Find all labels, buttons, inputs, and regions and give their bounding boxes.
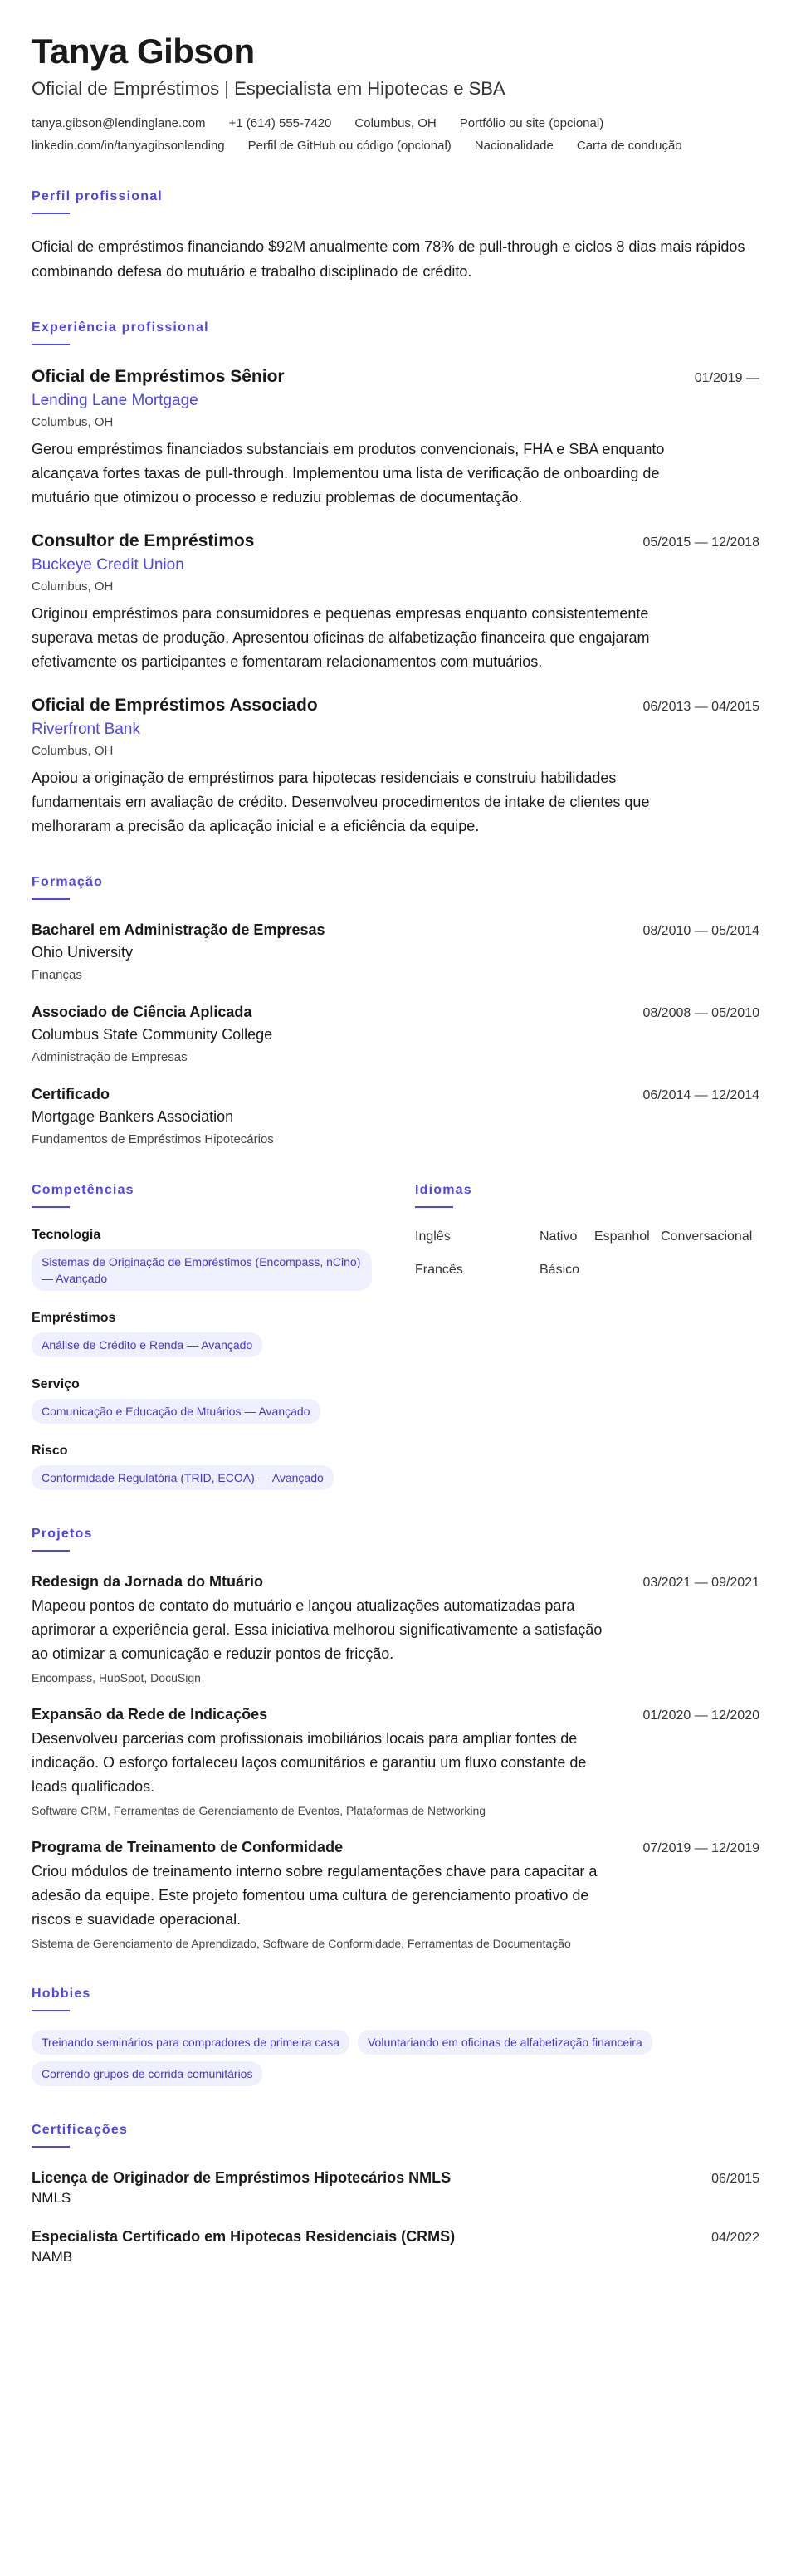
section-divider — [32, 1550, 70, 1552]
skill-group-label: Tecnologia — [32, 1228, 101, 1243]
skill-group — [32, 1444, 380, 1490]
project-title: Redesign da Jornada do Mtuário — [32, 1573, 264, 1591]
job-title: Oficial de Empréstimos Associado — [32, 696, 318, 716]
skill-chip: Sistemas de Originação de Empréstimos (Encompass, nCino) — Avançado — [32, 1249, 372, 1291]
certification-date: 04/2022 — [711, 2231, 759, 2246]
contact-nationality: Nacionalidade — [474, 139, 554, 154]
degree-title: Bacharel em Administração de Empresas — [32, 921, 325, 939]
section-divider — [32, 213, 70, 214]
skill-group-label: Empréstimos — [32, 1311, 116, 1326]
hobby-chips — [32, 2030, 759, 2086]
hobby-chip: Correndo grupos de corrida comunitários — [32, 2061, 262, 2086]
project-date: 03/2021 — 09/2021 — [642, 1576, 759, 1591]
school-name: Mortgage Bankers Association — [32, 1108, 234, 1126]
education-date: 08/2010 — 05/2014 — [642, 924, 759, 939]
project-tech: Encompass, HubSpot, DocuSign — [32, 1671, 201, 1685]
project-item — [32, 1839, 759, 1950]
experience-section — [32, 320, 759, 838]
language-name: Francês — [415, 1263, 463, 1278]
school-name: Columbus State Community College — [32, 1026, 273, 1044]
job-location: Columbus, OH — [32, 744, 114, 759]
projects-section — [32, 1527, 759, 1950]
experience-item — [32, 367, 759, 510]
project-description: Criou módulos de treinamento interno sobre regulamentações chave para capacitar a adesão da equipe. Este projeto fomentou uma cultura de gerenciamento proativo de riscos e suavidade operacional. — [32, 1863, 598, 1928]
study-field: Finanças — [32, 968, 82, 983]
candidate-headline: Oficial de Empréstimos | Especialista em Hipotecas e SBA — [32, 78, 505, 100]
language-level: Nativo — [540, 1229, 578, 1244]
certification-name: Licença de Originador de Empréstimos Hipotecários NMLS — [32, 2169, 452, 2187]
section-divider — [32, 2010, 70, 2011]
certification-issuer: NAMB — [32, 2249, 73, 2266]
education-item — [32, 1004, 759, 1064]
experience-item — [32, 696, 759, 838]
contact-github[interactable]: Perfil de GitHub ou código (opcional) — [247, 139, 452, 154]
section-title: Perfil profissional — [32, 189, 163, 204]
language-name: Espanhol — [594, 1229, 650, 1244]
languages-section — [415, 1183, 759, 1490]
summary-text: Oficial de empréstimos financiando $92M anualmente com 78% de pull-through e ciclos 8 dias mais rápidos combinando defesa do mutuário e trabalho disciplinado de crédito. — [32, 238, 745, 281]
languages-list — [415, 1229, 759, 1278]
school-name: Ohio University — [32, 944, 134, 961]
degree-title: Associado de Ciência Aplicada — [32, 1004, 252, 1021]
certification-item — [32, 2228, 759, 2266]
hobby-chip: Treinando seminários para compradores de primeira casa — [32, 2030, 349, 2055]
contact-email[interactable]: tanya.gibson@lendinglane.com — [32, 116, 206, 131]
candidate-name: Tanya Gibson — [32, 32, 255, 71]
project-title: Programa de Treinamento de Conformidade — [32, 1839, 344, 1856]
certification-issuer: NMLS — [32, 2190, 71, 2207]
degree-title: Certificado — [32, 1086, 110, 1103]
company-name: Lending Lane Mortgage — [32, 392, 198, 410]
study-field: Fundamentos de Empréstimos Hipotecários — [32, 1132, 274, 1147]
section-title: Formação — [32, 875, 104, 890]
project-tech: Software CRM, Ferramentas de Gerenciamento de Eventos, Plataformas de Networking — [32, 1804, 486, 1818]
education-date: 06/2014 — 12/2014 — [642, 1088, 759, 1103]
section-divider — [32, 898, 70, 900]
job-description: Gerou empréstimos financiados substanciais em produtos convencionais, FHA e SBA enquanto alcançava fortes taxas de pull-through. Implementou uma lista de verificação de onboarding de mutuário que otimizou o processo e reduziu problemas de documentação. — [32, 441, 665, 506]
hobby-chip: Voluntariando em oficinas de alfabetização financeira — [358, 2030, 652, 2055]
contact-location: Columbus, OH — [354, 116, 437, 131]
job-date: 06/2013 — 04/2015 — [642, 700, 759, 715]
section-title: Idiomas — [415, 1183, 472, 1198]
job-title: Consultor de Empréstimos — [32, 531, 255, 551]
section-divider — [32, 344, 70, 345]
job-description: Apoiou a originação de empréstimos para hipotecas residenciais e construiu habilidades fundamentais em avaliação de crédito. Desenvolveu procedimentos de intake de clientes que melhoraram a precisão da aplicação inicial e a eficiência da equipe. — [32, 770, 650, 835]
skill-group — [32, 1377, 380, 1424]
section-divider — [32, 2146, 70, 2148]
skill-group-label: Serviço — [32, 1377, 80, 1392]
language-level: Básico — [540, 1263, 580, 1278]
section-divider — [32, 1206, 70, 1208]
hobbies-section — [32, 1987, 759, 2086]
skills-section — [32, 1183, 380, 1490]
skill-chip: Análise de Crédito e Renda — Avançado — [32, 1332, 262, 1357]
project-description: Mapeou pontos de contato do mutuário e lançou atualizações automatizadas para aprimorar a experiência geral. Essa iniciativa melhorou significativamente a satisfação ao otimizar a comunicação e reduzir pontos de fricção. — [32, 1597, 603, 1663]
contact-portfolio[interactable]: Portfólio ou site (opcional) — [459, 116, 604, 131]
skill-group-label: Risco — [32, 1444, 68, 1459]
job-date: 01/2019 — — [694, 371, 759, 386]
language-level: Conversacional — [661, 1229, 753, 1244]
job-location: Columbus, OH — [32, 579, 114, 594]
project-date: 07/2019 — 12/2019 — [642, 1841, 759, 1856]
certification-date: 06/2015 — [711, 2172, 759, 2187]
skill-chip: Comunicação e Educação de Mtuários — Avançado — [32, 1399, 320, 1424]
contact-list — [32, 116, 759, 153]
job-date: 05/2015 — 12/2018 — [642, 535, 759, 550]
section-title: Certificações — [32, 2123, 129, 2138]
summary-section — [32, 189, 759, 284]
project-title: Expansão da Rede de Indicações — [32, 1706, 268, 1723]
project-item — [32, 1706, 759, 1817]
project-date: 01/2020 — 12/2020 — [642, 1708, 759, 1723]
contact-phone[interactable]: +1 (614) 555-7420 — [228, 116, 332, 131]
certification-name: Especialista Certificado em Hipotecas Residenciais (CRMS) — [32, 2228, 456, 2246]
project-tech: Sistema de Gerenciamento de Aprendizado, Software de Conformidade, Ferramentas de Documentação — [32, 1937, 571, 1951]
education-section — [32, 875, 759, 1146]
job-description: Originou empréstimos para consumidores e pequenas empresas enquanto consistentemente superava metas de produção. Apresentou oficinas de alfabetização financeira que engajaram efetivamente os participantes e fomentaram relacionamentos com mutuários. — [32, 605, 650, 671]
project-description: Desenvolveu parcerias com profissionais imobiliários locais para ampliar fontes de indicação. O esforço fortaleceu laços comunitários e garantiu um fluxo constante de leads qualificados. — [32, 1730, 587, 1796]
section-title: Competências — [32, 1183, 134, 1198]
section-title: Hobbies — [32, 1987, 91, 2002]
education-item — [32, 921, 759, 982]
experience-item — [32, 531, 759, 674]
job-title: Oficial de Empréstimos Sênior — [32, 367, 285, 387]
job-location: Columbus, OH — [32, 415, 114, 430]
education-date: 08/2008 — 05/2010 — [642, 1006, 759, 1021]
contact-linkedin[interactable]: linkedin.com/in/tanyagibsonlending — [32, 139, 225, 154]
section-title: Experiência profissional — [32, 320, 209, 335]
certifications-section — [32, 2123, 759, 2266]
company-name: Riverfront Bank — [32, 721, 140, 739]
section-title: Projetos — [32, 1527, 93, 1542]
section-divider — [415, 1206, 453, 1208]
skill-group — [32, 1228, 380, 1291]
education-item — [32, 1086, 759, 1146]
project-item — [32, 1573, 759, 1684]
contact-driving-license: Carta de condução — [576, 139, 682, 154]
language-name: Inglês — [415, 1229, 451, 1244]
company-name: Buckeye Credit Union — [32, 556, 184, 574]
skill-group — [32, 1311, 380, 1357]
study-field: Administração de Empresas — [32, 1050, 188, 1065]
skill-chip: Conformidade Regulatória (TRID, ECOA) — Avançado — [32, 1465, 334, 1490]
skills-languages-row — [32, 1183, 759, 1490]
certification-item — [32, 2169, 759, 2207]
